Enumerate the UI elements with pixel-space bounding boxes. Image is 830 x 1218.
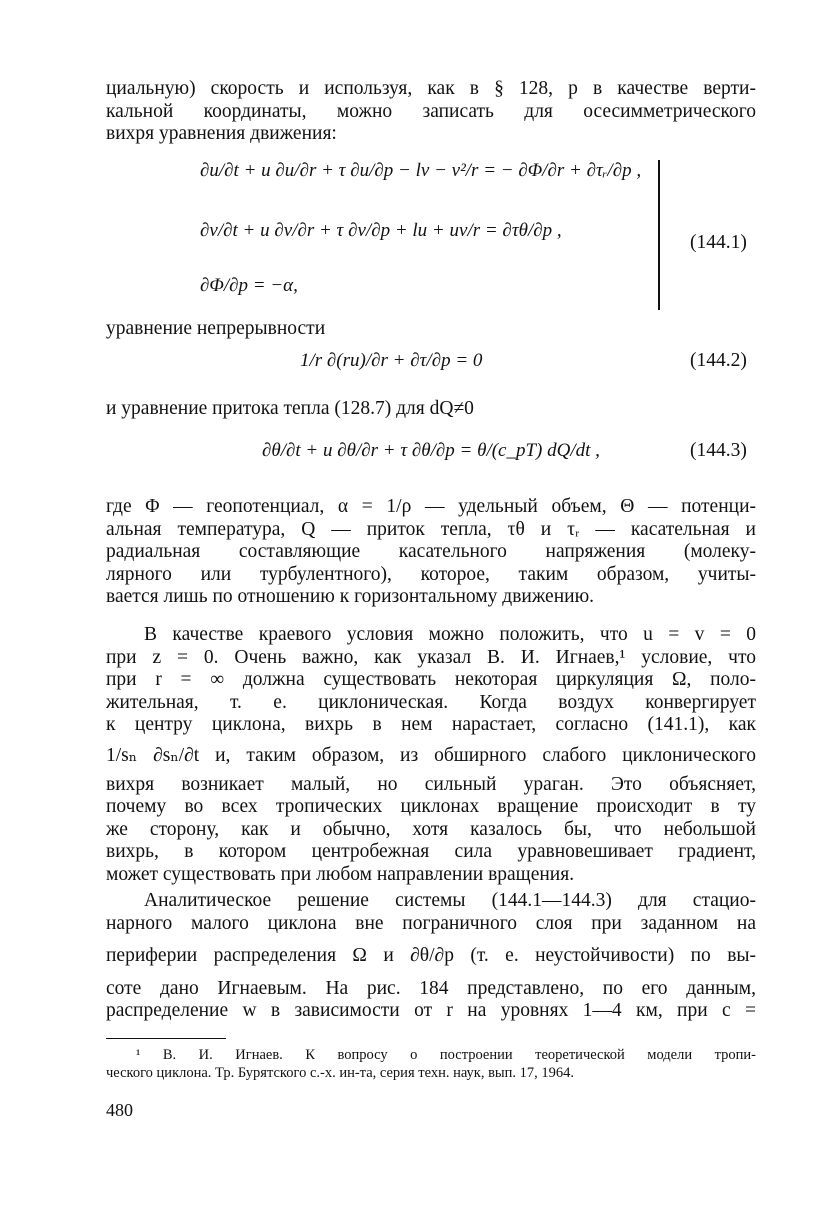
definitions-paragraph [106, 496, 756, 609]
equation-brace [658, 160, 660, 310]
footnote-divider [106, 1038, 226, 1039]
equation-144-3: ∂θ/∂t + u ∂θ/∂r + τ ∂θ/∂p = θ/(c_pT) dQ/dt , [262, 440, 600, 461]
text-line: В качестве краевого условия можно положить, что u = v = 0 [144, 624, 756, 645]
text-line: почему во всех тропических циклонах вращение происходит в ту [106, 796, 756, 818]
page-number: 480 [106, 1100, 133, 1120]
equation-number: (144.1) [690, 232, 747, 253]
equation-144-2: 1/r ∂(ru)/∂r + ∂τ/∂p = 0 [300, 350, 483, 371]
text-line: при z = 0. Очень важно, как указал В. И. Игнаев,¹ условие, что [106, 646, 756, 668]
boundary-paragraph [106, 624, 756, 887]
text-line: Аналитическое решение системы (144.1—144.3) для стацио- [144, 890, 756, 911]
text-line: распределение w в зависимости от r на уровнях 1—4 км, при c = [106, 1000, 756, 1022]
text-line: же сторону, как и обычно, хотя казалось бы, что небольшой [106, 818, 756, 840]
continuity-label [106, 318, 756, 341]
text-line: вихря возникает малый, но сильный ураган. Это объясняет, [106, 773, 756, 795]
heat-label [106, 398, 756, 421]
footnote-line: ¹ В. И. Игнаев. К вопросу о построении теоретической модели тропи- [136, 1047, 756, 1063]
text-line: жительная, т. е. циклоническая. Когда воздух конвергирует [106, 691, 756, 713]
text-line: альная температура, Q — приток тепла, τθ и τᵣ — касательная и [106, 518, 756, 540]
text-line: и уравнение притока тепла (128.7) для dQ≠0 [106, 398, 474, 419]
text-line: радиальная составляющие касательного напряжения (молеку- [106, 541, 756, 563]
footnote-line: ческого циклона. Тр. Бурятского с.-х. ин-та, серия техн. наук, вып. 17, 1964. [106, 1065, 575, 1081]
text-line: уравнение непрерывности [106, 318, 326, 339]
text-line: вихрь, в котором центробежная сила уравновешивает градиент, [106, 841, 756, 863]
equation-number: (144.3) [690, 440, 747, 461]
text-line: нарного малого циклона вне пограничного слоя при заданном на [106, 912, 756, 934]
text-line: кальной координаты, можно записать для осесимметрического [106, 100, 756, 122]
intro-paragraph [106, 78, 756, 146]
equation-row-2: ∂v/∂t + u ∂v/∂r + τ ∂v/∂p + lu + uv/r = ∂τθ/∂p , [200, 220, 562, 241]
analytic-paragraph [106, 890, 756, 1023]
text-line: циальную) скорость и используя, как в § 128, p в качестве верти- [106, 78, 756, 99]
text-line: 1/sₙ ∂sₙ/∂t и, таким образом, из обширного слабого циклонического [106, 744, 756, 766]
equation-number: (144.2) [690, 350, 747, 371]
text-line: при r = ∞ должна существовать некоторая циркуляция Ω, поло- [106, 669, 756, 691]
footnote [106, 1046, 756, 1082]
text-line: периферии распределения Ω и ∂θ/∂p (т. е. неустойчивости) по вы- [106, 945, 756, 967]
text-line: вихря уравнения движения: [106, 123, 337, 145]
text-line: может существовать при любом направлении вращения. [106, 863, 575, 885]
text-line: вается лишь по отношению к горизонтальному движению. [106, 586, 595, 608]
equation-row-3: ∂Φ/∂p = −α, [200, 275, 298, 296]
text-line: где Φ — геопотенциал, α = 1/ρ — удельный объем, Θ — потенци- [106, 496, 756, 517]
equation-row-1: ∂u/∂t + u ∂u/∂r + τ ∂u/∂p − lv − v²/r = − ∂Φ/∂r + ∂τᵣ/∂p , [200, 160, 642, 181]
text-line: к центру циклона, вихрь в нем нарастает, согласно (141.1), как [106, 714, 756, 736]
text-line: лярного или турбулентного), которое, таким образом, учиты- [106, 563, 756, 585]
text-line: соте дано Игнаевым. На рис. 184 представлено, по его данным, [106, 977, 756, 999]
